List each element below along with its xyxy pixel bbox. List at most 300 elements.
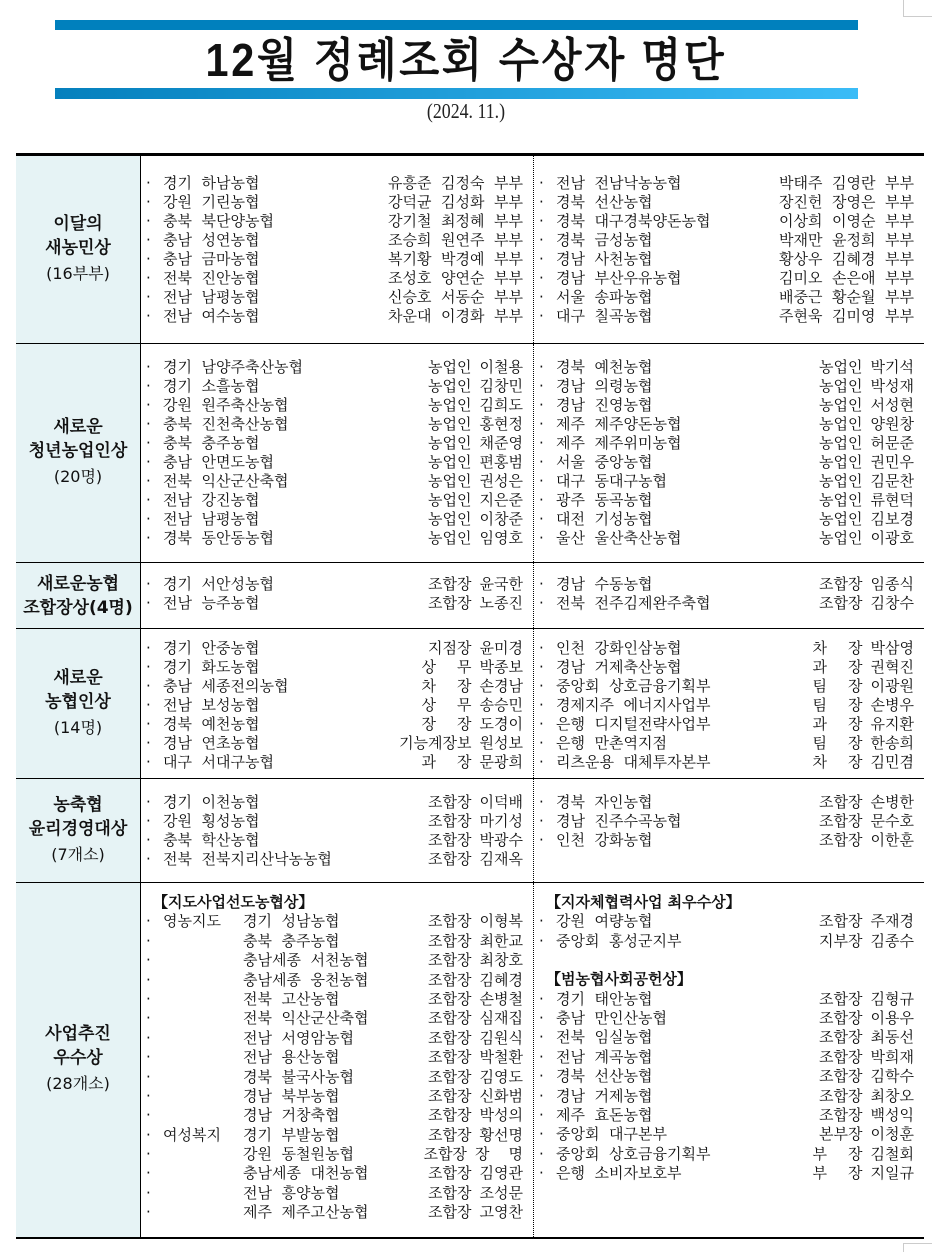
organization: 은행 만촌역지점: [556, 734, 667, 752]
recipient-title: 농업인: [428, 415, 472, 433]
recipient: [813, 1106, 914, 1125]
award-row: [141, 639, 533, 658]
bullet: ·: [146, 250, 151, 268]
organization: 전남 계곡농협: [556, 1047, 653, 1066]
award-row: [141, 1184, 533, 1203]
bullet: ·: [146, 931, 151, 950]
bullet: ·: [146, 269, 151, 287]
recipient: [388, 307, 523, 326]
award-row: [141, 990, 533, 1009]
recipient-title: 농업인: [819, 434, 863, 452]
right-column: [534, 779, 924, 850]
organization: 강원 여량농협: [556, 912, 653, 931]
organization: 전북 전북지리산낙농농협: [163, 850, 332, 868]
recipient-title: 조합장: [819, 912, 863, 931]
recipient: [388, 174, 523, 193]
recipient-title: 조합장: [428, 931, 472, 950]
award-row: [534, 250, 924, 269]
award-row: [534, 288, 924, 307]
bullet: ·: [539, 491, 544, 509]
award-row: [141, 831, 533, 850]
recipient-name: 손병우: [870, 696, 914, 714]
organization: 경남 거제농협: [556, 1086, 653, 1105]
award-table: [16, 153, 924, 1239]
recipient-name: 김영도: [479, 1067, 523, 1086]
recipient: [422, 1203, 523, 1222]
bullet: ·: [539, 510, 544, 528]
award-row: [141, 1126, 533, 1145]
page-corner-mark: [903, 1243, 932, 1252]
award-row: [534, 453, 924, 472]
left-column: [141, 883, 533, 1223]
recipient: [813, 1048, 914, 1067]
award-row: [141, 491, 533, 510]
award-row: [141, 575, 533, 594]
bullet: ·: [146, 1106, 151, 1125]
recipient: [422, 1068, 523, 1087]
recipient-name: 문수호: [870, 812, 914, 830]
recipient-name: 권민우: [870, 453, 914, 471]
recipient: [813, 396, 914, 415]
recipient: [779, 307, 914, 326]
recipient-name: 이청훈: [870, 1125, 914, 1144]
bullet: ·: [539, 989, 544, 1008]
bullet: ·: [146, 434, 151, 452]
page-corner-mark: [903, 0, 932, 17]
recipient: [813, 358, 914, 377]
recipient: [422, 951, 523, 970]
recipient-name: 홍현정: [479, 415, 523, 433]
award-row: [534, 212, 924, 231]
bullet: ·: [539, 396, 544, 414]
recipient: [813, 734, 914, 753]
right-column: [534, 629, 924, 772]
recipient-name: 도경이: [479, 715, 523, 733]
bullet: ·: [146, 1164, 151, 1183]
recipient: [422, 971, 523, 990]
organization: 경북 예천농협: [163, 715, 260, 733]
recipient-name: 신승호 서동순 부부: [388, 288, 523, 306]
recipient: [813, 594, 914, 613]
recipient-title: 농업인: [428, 358, 472, 376]
award-row: [141, 850, 533, 869]
recipient-title: 조합장: [819, 1008, 863, 1027]
bullet: ·: [539, 1125, 544, 1144]
award-row: [141, 812, 533, 831]
award-row: [534, 1009, 924, 1028]
organization: 전남 여수농협: [163, 307, 260, 325]
award-row: [141, 288, 533, 307]
section-label: [16, 629, 141, 778]
recipient-name: 이창준: [479, 510, 523, 528]
recipient-name: 윤미경: [479, 639, 523, 657]
award-row: [534, 812, 924, 831]
organization: 경북 자인농협: [556, 793, 653, 811]
award-row: [534, 753, 924, 772]
section-count: (14명): [53, 717, 103, 737]
recipient-title: 농업인: [819, 453, 863, 471]
award-row: [141, 696, 533, 715]
bullet: ·: [539, 594, 544, 612]
award-row: [141, 1048, 533, 1067]
section-label-line: 조합장상(4명): [23, 597, 133, 618]
bullet: ·: [146, 453, 151, 471]
recipient: [422, 639, 523, 658]
recipient-name: 양원창: [870, 415, 914, 433]
section-label-line: 윤리경영대상: [28, 818, 128, 839]
bullet: ·: [146, 677, 151, 695]
section-label-line: 새로운농협: [36, 573, 120, 594]
recipient-name: 송승민: [479, 696, 523, 714]
recipient: [813, 932, 914, 951]
award-category: 여성복지: [163, 1125, 221, 1144]
award-row: [534, 510, 924, 529]
bullet: ·: [539, 453, 544, 471]
organization: 강원 횡성농협: [163, 812, 260, 830]
recipient-title: 조합장: [819, 594, 863, 612]
award-row: [141, 734, 533, 753]
award-row: [534, 434, 924, 453]
recipient: [388, 288, 523, 307]
recipient-title: 농업인: [819, 529, 863, 547]
organization: 경남 진주수곡농협: [556, 812, 682, 830]
organization: 리츠운용 대체투자본부: [556, 753, 711, 771]
title-bottom-bar: [55, 88, 858, 99]
award-row: [534, 594, 924, 613]
award-row: [534, 658, 924, 677]
section-label-line: 우수상: [53, 1048, 103, 1068]
organization: 광주 동곡농협: [556, 491, 653, 509]
section-label: [16, 779, 141, 882]
recipient-name: 강덕균 김성화 부부: [388, 193, 523, 211]
recipient-title: 과 장: [812, 658, 863, 676]
section-count: (28개소): [46, 1074, 110, 1093]
recipient-name: 이용우: [870, 1008, 914, 1027]
bullet: ·: [146, 529, 151, 547]
award-row: [534, 1048, 924, 1067]
organization: 제주 제주위미농협: [556, 434, 682, 452]
recipient-title: 팀 장: [812, 734, 863, 752]
award-row: [534, 715, 924, 734]
bullet: ·: [146, 193, 151, 211]
recipient: [422, 1009, 523, 1028]
organization: 경북 대구경북양돈농협: [556, 212, 711, 230]
organization: 서울 중앙농협: [556, 453, 653, 471]
recipient: [813, 529, 914, 548]
recipient: [422, 358, 523, 377]
bullet: ·: [146, 1183, 151, 1202]
recipient-name: 유흥준 김정숙 부부: [388, 174, 523, 192]
recipient: [422, 453, 523, 472]
award-row: [534, 377, 924, 396]
right-column: [534, 883, 924, 1183]
bullet: ·: [146, 415, 151, 433]
bullet: ·: [146, 639, 151, 657]
recipient: [422, 415, 523, 434]
recipient-name: 김창민: [479, 377, 523, 395]
recipient: [422, 529, 523, 548]
recipient-name: 박종보: [479, 658, 523, 676]
recipient-title: 농업인: [819, 472, 863, 490]
recipient: [813, 1087, 914, 1106]
recipient: [779, 193, 914, 212]
recipient-title: 장 장: [421, 715, 472, 733]
award-row: [534, 912, 924, 931]
award-row: [534, 639, 924, 658]
award-row: [141, 932, 533, 951]
bullet: ·: [539, 1086, 544, 1105]
organization: 전북 익산군산축협: [243, 1009, 369, 1028]
recipient: [422, 932, 523, 951]
organization: 대전 기성농협: [556, 510, 653, 528]
award-row: [141, 510, 533, 529]
award-row: [141, 753, 533, 772]
organization: 경남 거창축협: [243, 1106, 340, 1125]
bullet: ·: [146, 793, 151, 811]
award-row: [534, 472, 924, 491]
left-column: [141, 563, 533, 613]
organization: 경기 하남농협: [163, 174, 260, 192]
recipient-title: 농업인: [819, 377, 863, 395]
section-label-line: 새농민상: [45, 237, 111, 258]
organization: 충북 북단양농협: [163, 212, 274, 230]
recipient-title: 과 장: [812, 715, 863, 733]
organization: 충북 충주농협: [163, 434, 260, 452]
spacer: [534, 951, 924, 970]
recipient-name: 심재집: [479, 1009, 523, 1028]
recipient: [813, 753, 914, 772]
organization: 중앙회 상호금융기획부: [556, 677, 711, 695]
award-section: [16, 883, 924, 1237]
award-section: [16, 563, 924, 629]
recipient: [422, 753, 523, 772]
bullet: ·: [539, 1028, 544, 1047]
bullet: ·: [539, 1164, 544, 1183]
recipient: [417, 1145, 523, 1164]
recipient-name: 김종수: [870, 931, 914, 950]
recipient-title: 부 장: [812, 1164, 863, 1183]
organization: 제주 제주고산농협: [243, 1203, 369, 1222]
recipient-name: 박광수: [479, 831, 523, 849]
recipient-name: 이한훈: [870, 831, 914, 849]
organization: 전남 보성농협: [163, 696, 260, 714]
award-row: [534, 1067, 924, 1086]
recipient-title: 상 무: [421, 658, 472, 676]
award-row: [141, 453, 533, 472]
recipient: [388, 231, 523, 250]
organization: 서울 송파농협: [556, 288, 653, 306]
recipient-title: 조합장: [428, 812, 472, 830]
recipient-title: 과 장: [421, 753, 472, 771]
bullet: ·: [146, 174, 151, 192]
bullet: ·: [146, 1028, 151, 1047]
left-column: [141, 156, 533, 326]
organization: 대구 칠곡농협: [556, 307, 653, 325]
bullet: ·: [146, 1086, 151, 1105]
organization: 경북 선산농협: [556, 1067, 653, 1086]
recipient-title: 조합장: [428, 575, 472, 593]
recipient: [422, 1048, 523, 1067]
recipient: [422, 812, 523, 831]
recipient-title: 조합장: [428, 1009, 472, 1028]
recipient-title: 조합장: [428, 594, 472, 612]
organization: 경북 동안동농협: [163, 529, 274, 547]
section-count: (7개소): [51, 844, 105, 864]
organization: 중앙회 홍성군지부: [556, 931, 682, 950]
recipient: [813, 1009, 914, 1028]
award-row: [534, 231, 924, 250]
award-row: [534, 793, 924, 812]
award-row: [534, 990, 924, 1009]
organization: 중앙회 대구본부: [556, 1125, 667, 1144]
recipient: [779, 250, 914, 269]
organization: 전북 고산농협: [243, 989, 340, 1008]
section-label-line: 청년농업인상: [28, 441, 128, 461]
bullet: ·: [539, 174, 544, 192]
recipient-name: 유지환: [870, 715, 914, 733]
bullet: ·: [539, 812, 544, 830]
bullet: ·: [146, 212, 151, 230]
recipient-title: 조합장: [819, 989, 863, 1008]
recipient-name: 김미오 손은애 부부: [779, 269, 914, 287]
award-row: [141, 1087, 533, 1106]
recipient-title: 농업인: [819, 396, 863, 414]
recipient-name: 김영관: [479, 1164, 523, 1183]
recipient-title: 조합장: [428, 850, 472, 868]
recipient-title: 농업인: [428, 510, 472, 528]
recipient-name: 박삼영: [870, 639, 914, 657]
recipient: [388, 250, 523, 269]
recipient: [813, 491, 914, 510]
recipient-title: 상 무: [421, 696, 472, 714]
organization: 충북 충주농협: [243, 931, 340, 950]
award-row: [534, 491, 924, 510]
recipient: [422, 377, 523, 396]
award-row: [534, 1106, 924, 1125]
organization: 중앙회 상호금융기획부: [556, 1144, 711, 1163]
award-row: [141, 1068, 533, 1087]
group-heading: 【범농협사회공헌상】: [546, 970, 692, 989]
award-row: [141, 307, 533, 326]
recipient: [422, 575, 523, 594]
recipient: [779, 269, 914, 288]
recipient-title: 조합장: [819, 1086, 863, 1105]
recipient: [422, 1126, 523, 1145]
organization: 충남세종 웅천농협: [243, 970, 369, 989]
recipient-name: 원성보: [479, 734, 523, 752]
recipient: [422, 912, 523, 931]
recipient-title: 본부장: [819, 1125, 863, 1144]
section-label: [16, 563, 141, 628]
recipient-name: 김보경: [870, 510, 914, 528]
recipient: [422, 1087, 523, 1106]
recipient-name: 최한교: [479, 931, 523, 950]
recipient: [388, 212, 523, 231]
bullet: ·: [146, 1203, 151, 1222]
bullet: ·: [146, 377, 151, 395]
recipient-name: 김혜경: [479, 970, 523, 989]
organization: 경남 거제축산농협: [556, 658, 682, 676]
award-row: [141, 415, 533, 434]
bullet: ·: [539, 931, 544, 950]
organization: 충남 금마농협: [163, 250, 260, 268]
recipient-title: 농업인: [819, 358, 863, 376]
document-date: (2024. 11.): [426, 99, 506, 123]
title-top-bar: [55, 20, 858, 30]
award-row: [141, 658, 533, 677]
recipient-title: 조합장: [428, 1125, 472, 1144]
award-row: [534, 1145, 924, 1164]
recipient-name: 마기성: [479, 812, 523, 830]
recipient-title: 조합장: [428, 1086, 472, 1105]
right-column: [534, 156, 924, 326]
bullet: ·: [146, 912, 151, 931]
section-label: [16, 344, 141, 562]
bullet: ·: [539, 1144, 544, 1163]
award-row: [141, 529, 533, 548]
award-row: [534, 575, 924, 594]
recipient-title: 농업인: [428, 453, 472, 471]
organization: 은행 디지털전략사업부: [556, 715, 711, 733]
recipient-title: 지점장: [428, 639, 472, 657]
award-section: [16, 629, 924, 779]
award-row: [534, 1125, 924, 1144]
award-row: [141, 269, 533, 288]
recipient: [813, 658, 914, 677]
award-row: [534, 734, 924, 753]
organization: 전남 강진농협: [163, 491, 260, 509]
award-row: [141, 1145, 533, 1164]
bullet: ·: [539, 529, 544, 547]
recipient-name: 김철회: [870, 1144, 914, 1163]
bullet: ·: [146, 850, 151, 868]
recipient-name: 박성의: [479, 1106, 523, 1125]
award-row: [534, 396, 924, 415]
organization: 경기 화도농협: [163, 658, 260, 676]
bullet: ·: [539, 472, 544, 490]
award-row: [534, 358, 924, 377]
bullet: ·: [539, 358, 544, 376]
recipient: [422, 491, 523, 510]
recipient: [813, 510, 914, 529]
organization: 경남 수동농협: [556, 575, 653, 593]
recipient-name: 배중근 황순월 부부: [779, 288, 914, 306]
bullet: ·: [146, 510, 151, 528]
recipient-name: 윤국한: [479, 575, 523, 593]
recipient-name: 손병한: [870, 793, 914, 811]
award-row: [141, 951, 533, 970]
organization: 경북 예천농협: [556, 358, 653, 376]
recipient-name: 차운대 이경화 부부: [388, 307, 523, 325]
award-row: [141, 358, 533, 377]
organization: 경기 부발농협: [243, 1125, 340, 1144]
recipient-name: 서성현: [870, 396, 914, 414]
recipient: [813, 639, 914, 658]
recipient-title: 부 장: [812, 1144, 863, 1163]
award-row: [141, 1203, 533, 1222]
bullet: ·: [539, 639, 544, 657]
award-row: [141, 912, 533, 931]
recipient-name: 김원식: [479, 1028, 523, 1047]
recipient-name: 임종식: [870, 575, 914, 593]
bullet: ·: [146, 491, 151, 509]
recipient-title: 기능계장보: [399, 734, 472, 752]
recipient: [422, 1184, 523, 1203]
recipient-title: 조합장: [819, 812, 863, 830]
recipient-name: 고영찬: [479, 1203, 523, 1222]
organization: 대구 동대구농협: [556, 472, 667, 490]
recipient-title: 농업인: [819, 491, 863, 509]
